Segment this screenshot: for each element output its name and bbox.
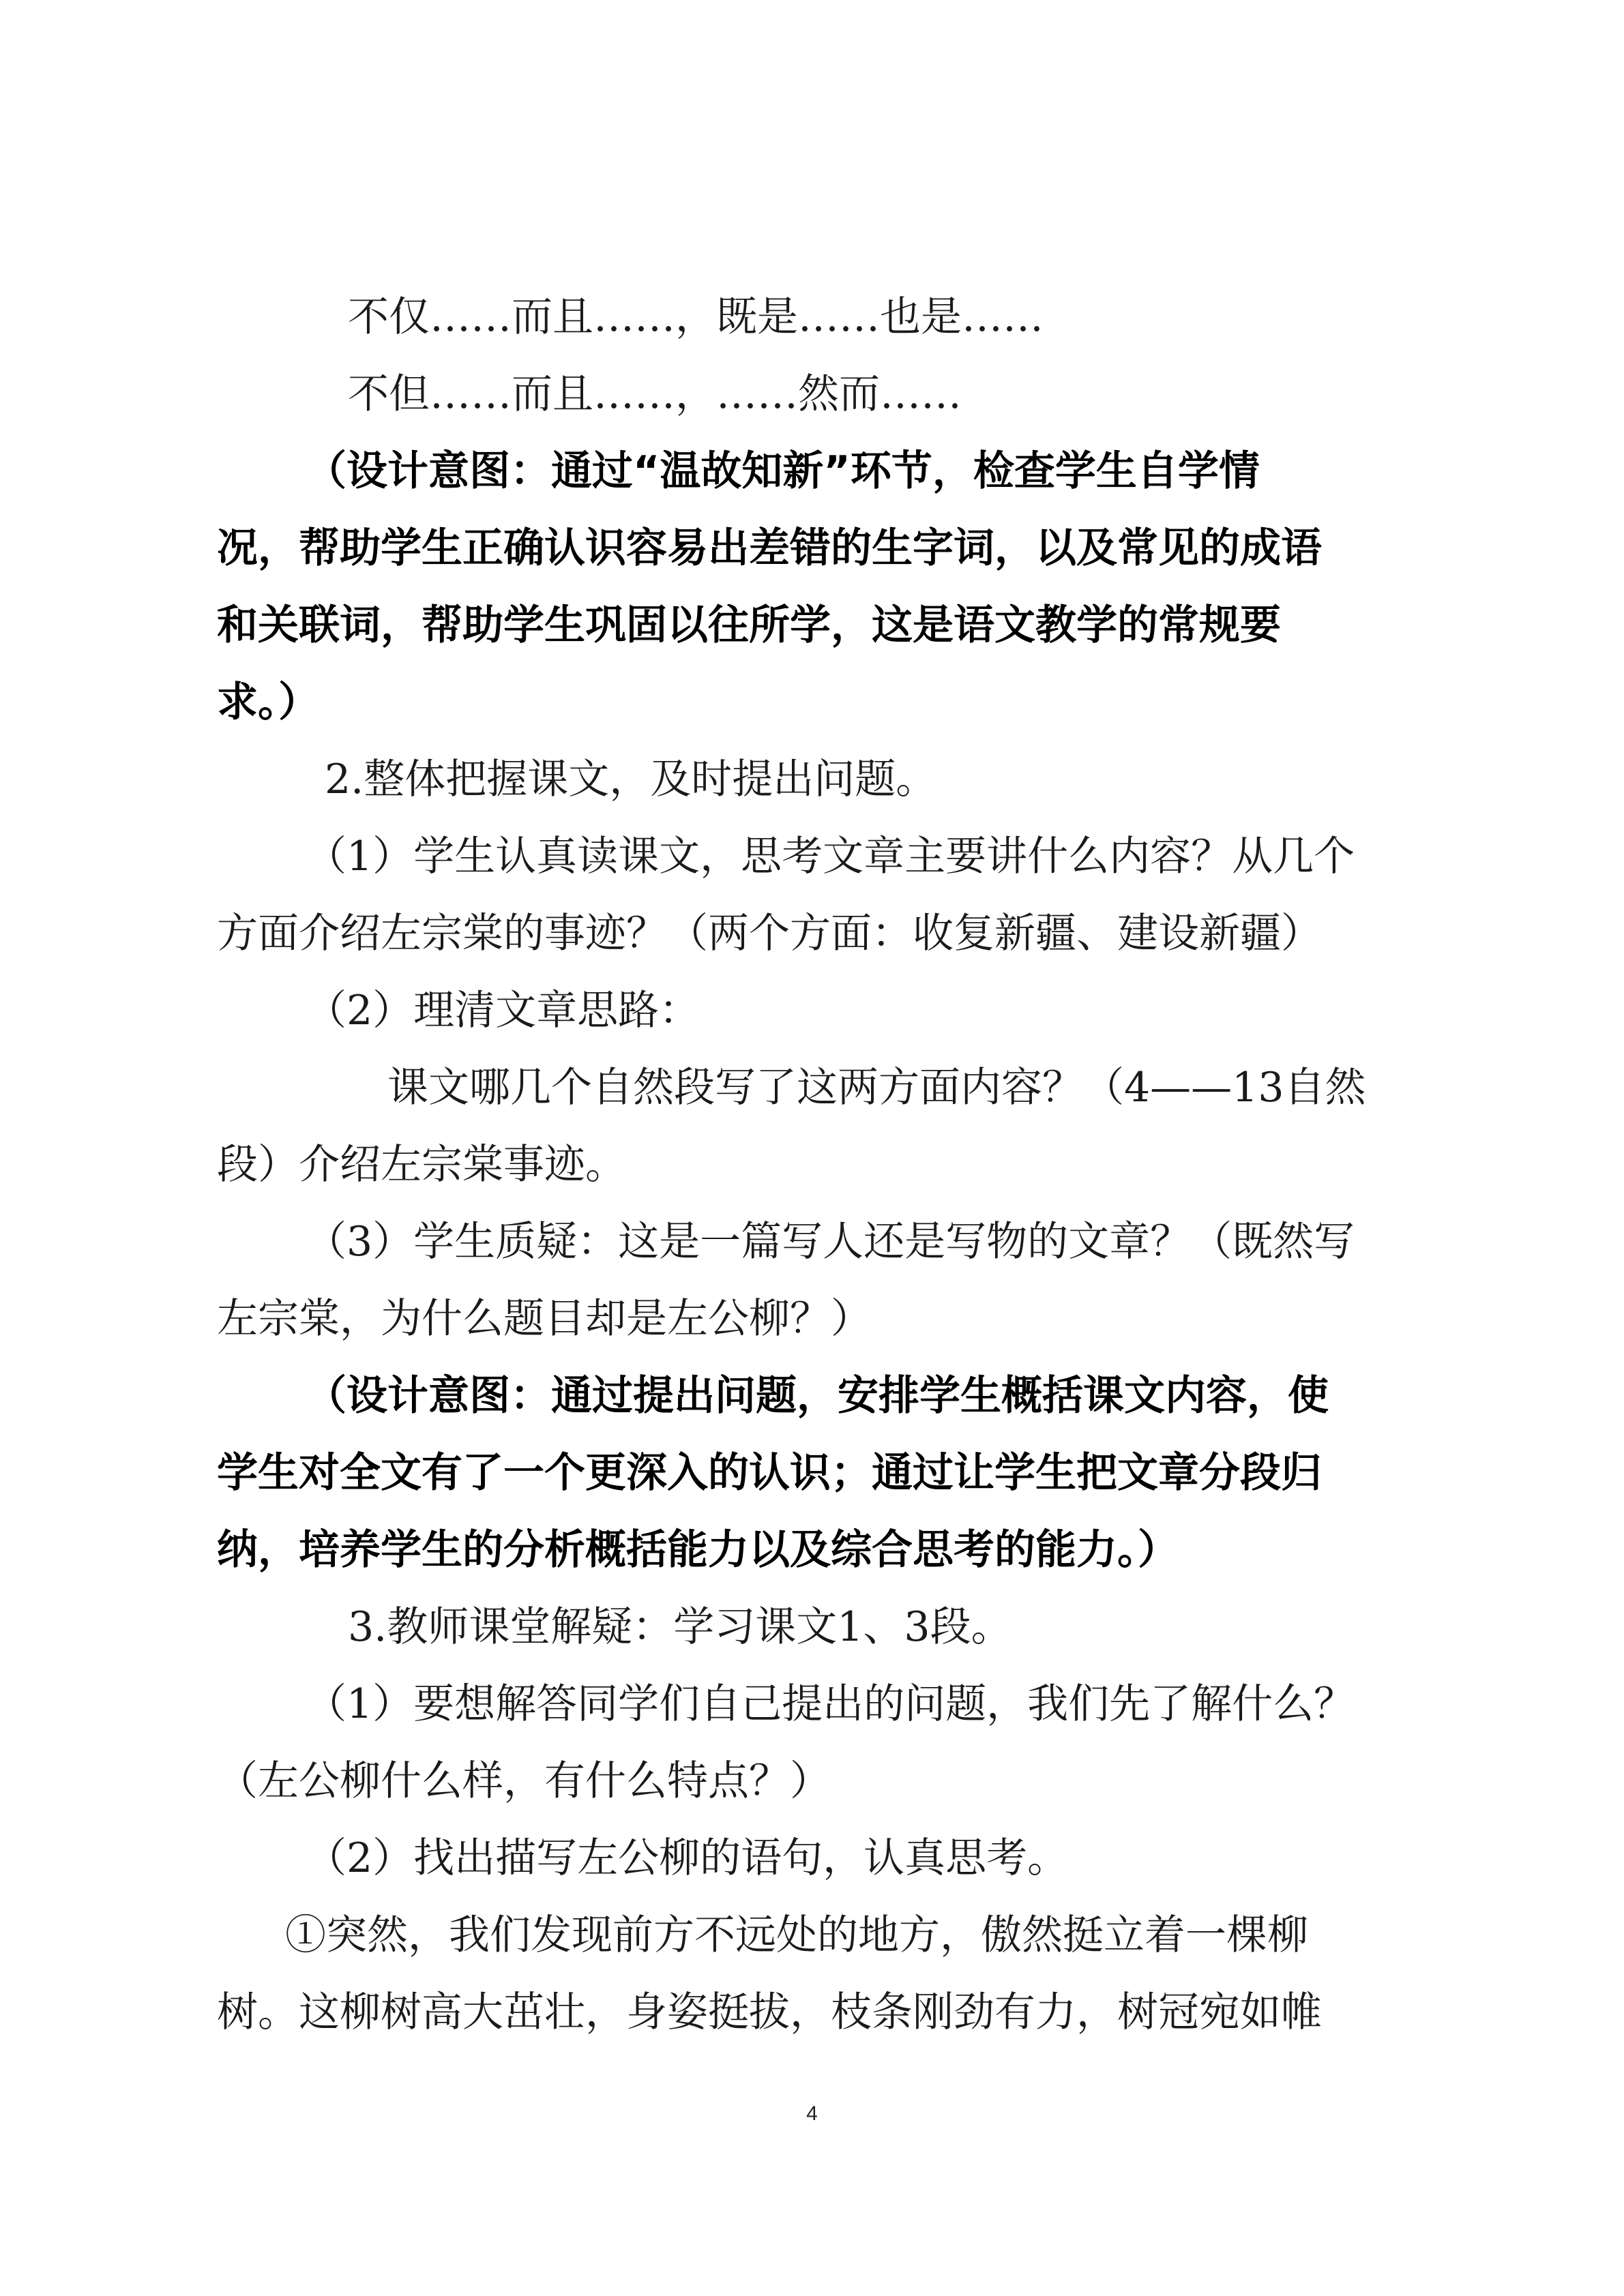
design-intent-line: （设计意图：通过“温故知新”环节，检查学生自学情 [306,447,1260,495]
design-intent-line: 求。） [217,679,319,726]
text-line: 课文哪几个自然段写了这两方面内容？（4——13自然 [387,1064,1366,1112]
page-number: 4 [806,2102,818,2125]
text-line: ①突然，我们发现前方不远处的地方，傲然挺立着一棵柳 [285,1911,1308,1959]
design-intent-line: 况，帮助学生正确认识容易出差错的生字词，以及常见的成语 [217,524,1322,572]
design-intent-line: （设计意图：通过提出问题，安排学生概括课文内容，使 [306,1372,1329,1420]
text-line: （1）要想解答同学们自己提出的问题，我们先了解什么？ [306,1680,1355,1728]
text-line: （3）学生质疑：这是一篇写人还是写物的文章？（既然写 [306,1218,1355,1266]
design-intent-line: 纳，培养学生的分析概括能力以及综合思考的能力。） [217,1526,1179,1574]
text-line: 不但……而且……，……然而…… [348,370,962,418]
text-line: （1）学生认真读课文，思考文章主要讲什么内容？从几个 [306,833,1355,880]
text-line: （2）找出描写左公柳的语句，认真思考。 [306,1834,1069,1882]
text-line: 段）介绍左宗棠事迹。 [217,1141,626,1189]
design-intent-line: 和关联词，帮助学生巩固以往所学，这是语文教学的常规要 [217,601,1281,649]
design-intent-line: 学生对全文有了一个更深入的认识；通过让学生把文章分段归 [217,1449,1322,1497]
text-line: （2）理清文章思路： [306,987,700,1034]
text-line: 树。这柳树高大茁壮，身姿挺拔，枝条刚劲有力，树冠宛如帷 [217,1988,1322,2036]
text-line: 左宗棠，为什么题目却是左公柳？） [217,1295,872,1343]
section-heading: 2.整体把握课文，及时提出问题。 [325,756,937,803]
text-line: 方面介绍左宗棠的事迹？（两个方面：收复新疆、建设新疆） [217,910,1322,957]
text-line: 不仅……而且……，既是……也是…… [348,293,1044,341]
text-line: （左公柳什么样，有什么特点？） [217,1757,831,1805]
section-heading: 3.教师课堂解疑：学习课文1、3段。 [348,1603,1012,1651]
